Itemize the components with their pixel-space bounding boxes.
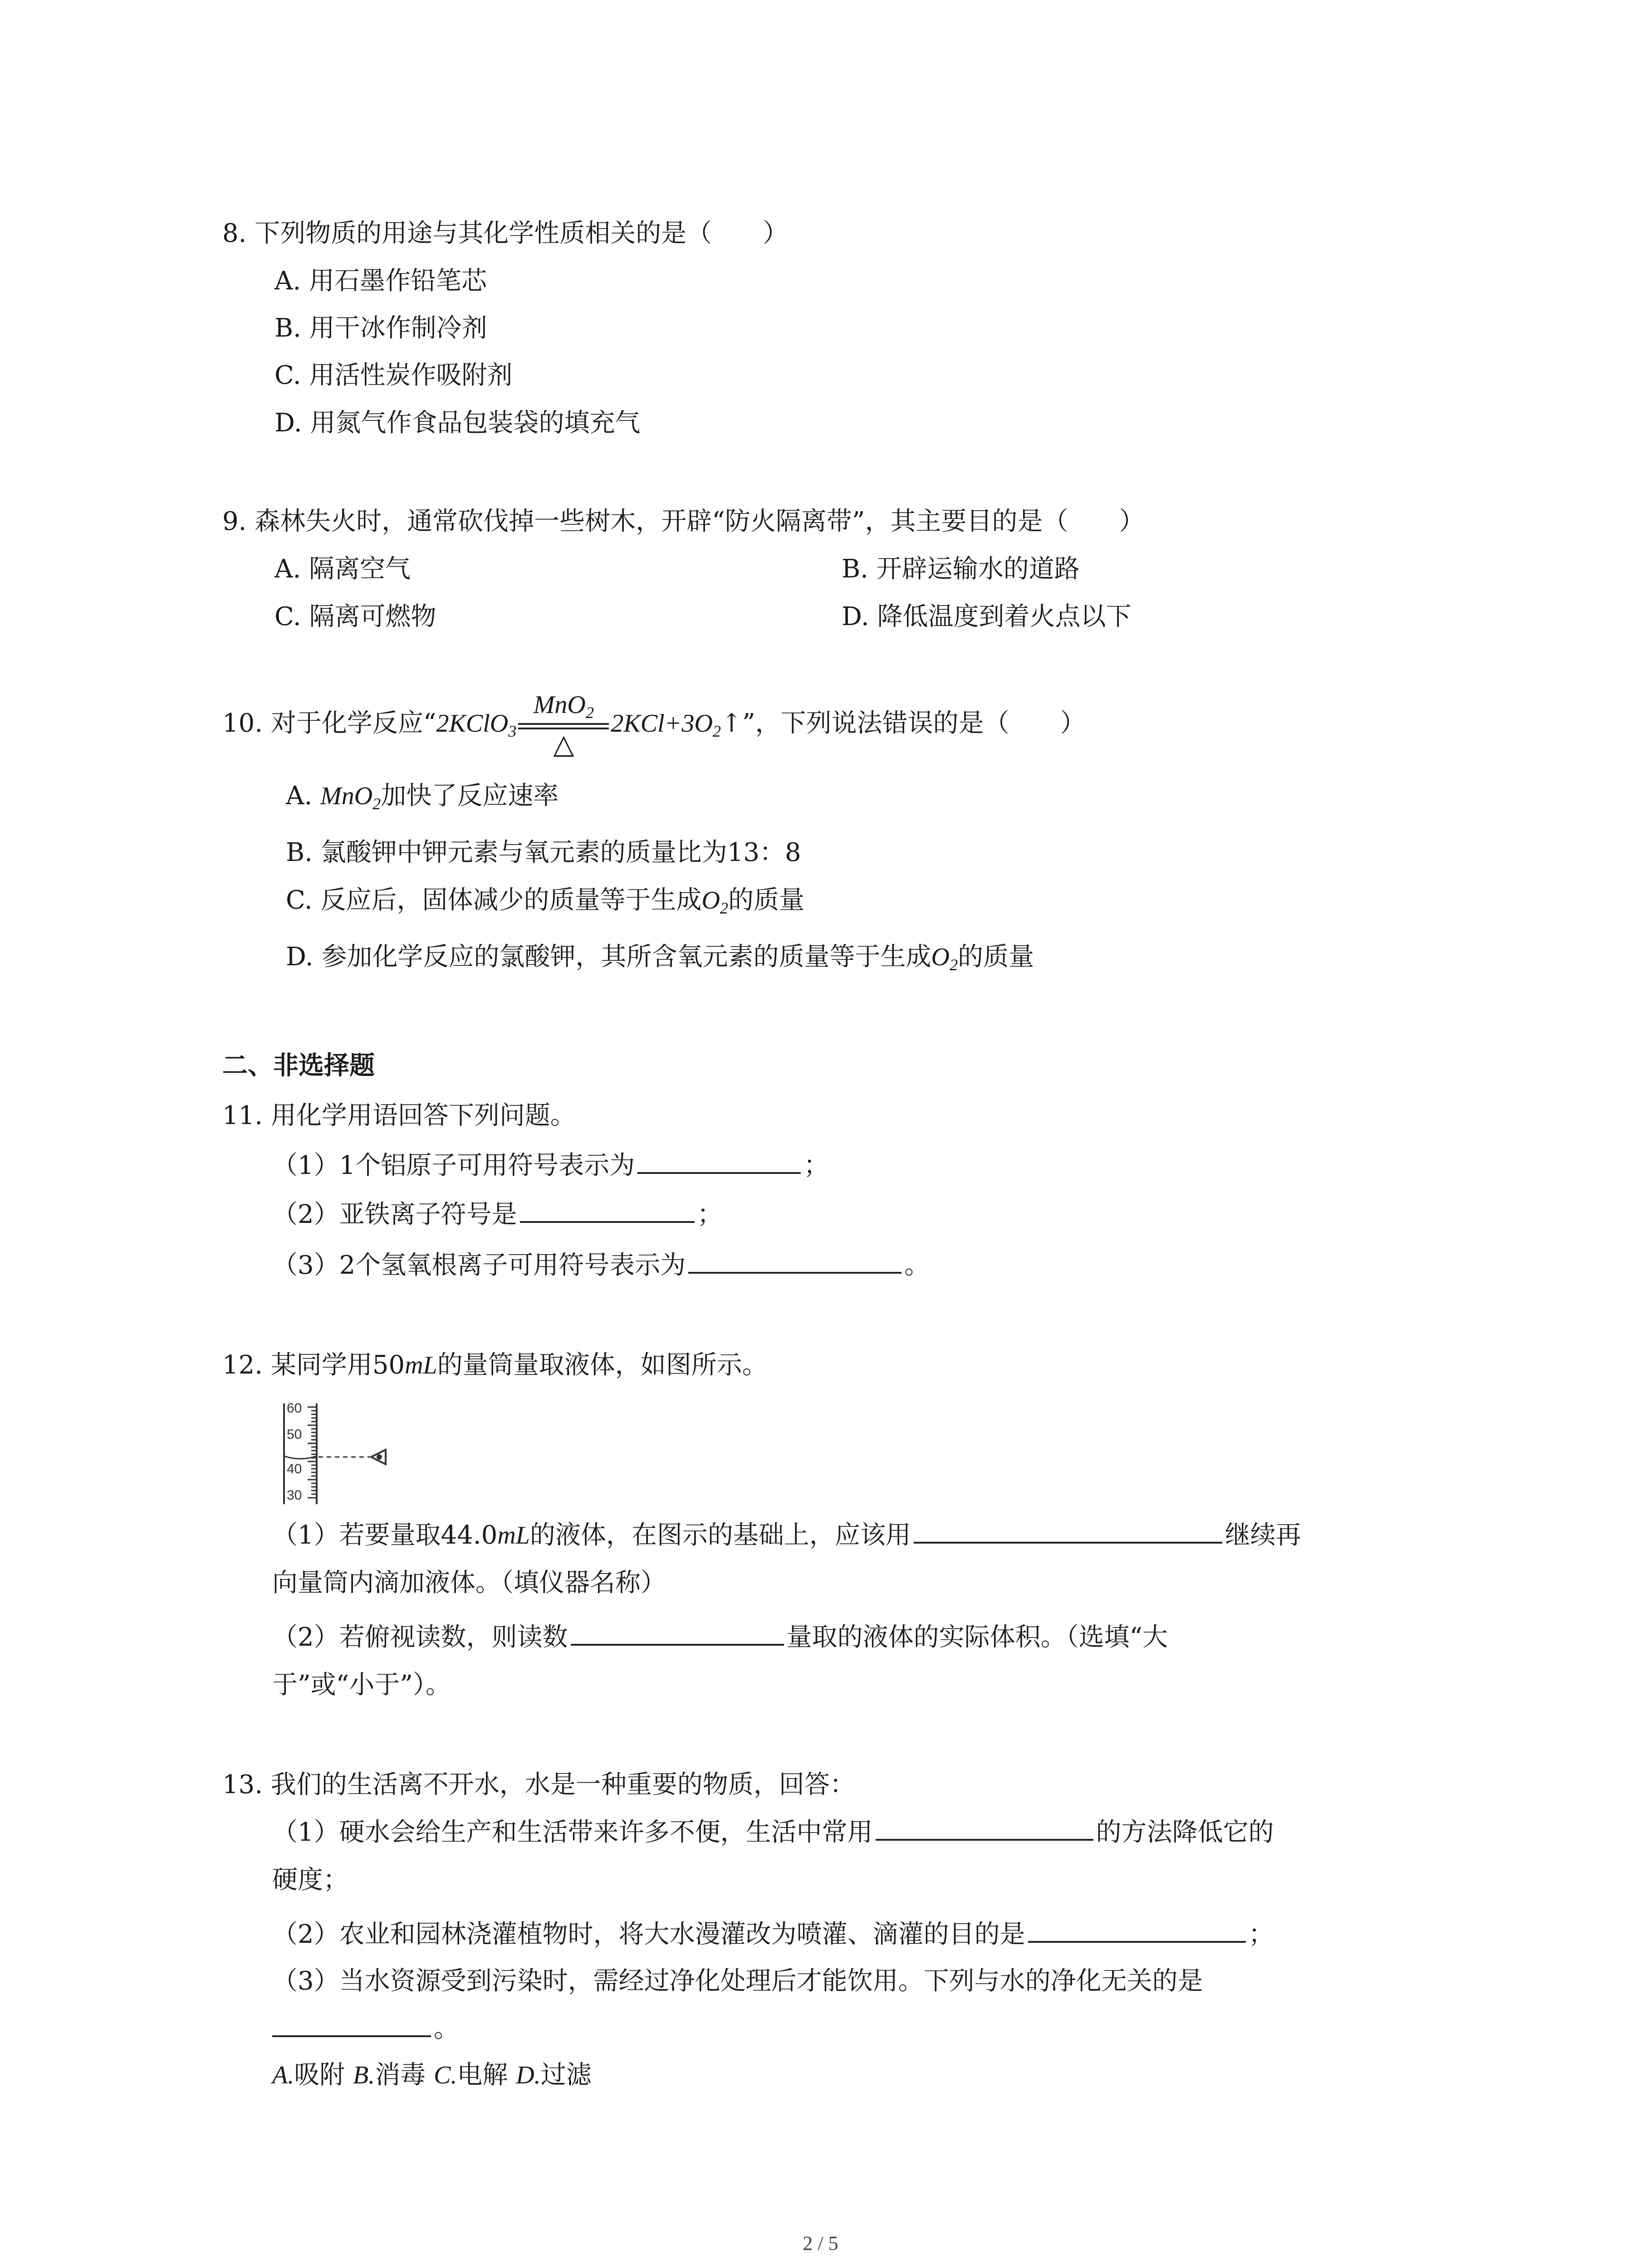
q9-option-b: B. 开辟运输水的道路 xyxy=(842,554,1080,584)
q10-reactant: 2KClO$_3$ xyxy=(436,709,517,740)
q9-option-a: A. 隔离空气 xyxy=(274,554,411,584)
q13-part1: （1）硬水会给生产和生活带来许多不便，生活中常用 的方法降低它的 xyxy=(272,1814,1274,1851)
q11-answer-blank-1[interactable] xyxy=(637,1149,801,1174)
q12-part1: （1）若要量取44.0mL的液体，在图示的基础上，应该用 继续再 xyxy=(272,1517,1301,1554)
q10-prefix: 10. 对于化学反应“ xyxy=(222,709,436,738)
q11-part2: （2）亚铁离子符号是 ； xyxy=(272,1197,723,1233)
q10-option-d: D. 参加化学反应的氯酸钾，其所含氧元素的质量等于生成$O_2$的质量 xyxy=(286,942,1034,974)
q8-option-d: D. 用氮气作食品包装袋的填充气 xyxy=(274,408,641,438)
scale-label: 60 xyxy=(287,1402,302,1416)
q12-part2-line2: 于”或“小于”）。 xyxy=(272,1670,451,1700)
q12-part1-line2: 向量筒内滴加液体。（填仪器名称） xyxy=(272,1568,666,1598)
q13-part3: （3）当水资源受到污染时，需经过净化处理后才能饮用。下列与水的净化无关的是 xyxy=(272,1966,1203,1996)
q8-option-a: A. 用石墨作铅笔芯 xyxy=(274,266,487,296)
q12-answer-blank-1[interactable] xyxy=(914,1518,1222,1544)
q13-stem: 13. 我们的生活离不开水，水是一种重要的物质，回答： xyxy=(222,1770,855,1799)
q11-part3: （3）2个氢氧根离子可用符号表示为 。 xyxy=(272,1247,930,1284)
q8-option-c: C. 用活性炭作吸附剂 xyxy=(274,361,513,390)
q11-answer-blank-3[interactable] xyxy=(688,1248,901,1274)
q13-part1-line2: 硬度； xyxy=(272,1865,348,1895)
q11-part1: （1）1个铝原子可用符号表示为 ； xyxy=(272,1148,829,1184)
q8-option-b: B. 用干冰作制冷剂 xyxy=(274,313,487,343)
q12-part2: （2）若俯视读数，则读数 量取的液体的实际体积。（选填“大 xyxy=(272,1619,1168,1656)
q13-answer-blank-1[interactable] xyxy=(876,1815,1093,1841)
section-title: 二、非选择题 xyxy=(222,1051,375,1080)
q12-stem: 12. 某同学用50mL的量筒量取液体，如图所示。 xyxy=(222,1350,768,1380)
q11-stem: 11. 用化学用语回答下列问题。 xyxy=(222,1101,576,1130)
q10-products: $2KCl+3O_2$ xyxy=(611,709,721,740)
q10-stem xyxy=(222,689,1086,765)
q13-answer-blank-3[interactable] xyxy=(272,2012,431,2037)
q10-option-b: B. 氯酸钾中钾元素与氧元素的质量比为13：8 xyxy=(286,838,801,867)
q8-stem: 8. 下列物质的用途与其化学性质相关的是（ ） xyxy=(222,219,789,248)
q11-answer-blank-2[interactable] xyxy=(520,1198,695,1223)
heat-triangle-icon: △ xyxy=(553,728,574,760)
graduated-cylinder-figure xyxy=(281,1402,399,1506)
page-number: 2 / 5 xyxy=(803,2232,838,2254)
q9-option-d: D. 降低温度到着火点以下 xyxy=(842,602,1132,631)
gas-arrow-icon: ↑ xyxy=(721,709,743,738)
q9-option-c: C. 隔离可燃物 xyxy=(274,602,436,631)
q10-reaction-condition: MnO$_2$ △ xyxy=(518,691,609,759)
scale-label: 50 xyxy=(287,1427,302,1442)
q13-answer-blank-2[interactable] xyxy=(1028,1917,1246,1943)
scale-label: 40 xyxy=(287,1461,302,1476)
q13-options: A.吸附 B.消毒 C.电解 D.过滤 xyxy=(272,2060,592,2090)
q12-answer-blank-2[interactable] xyxy=(571,1620,784,1646)
q10-option-a: A. MnO$_2$加快了反应速率 xyxy=(286,781,559,813)
q13-part3-line2: 。 xyxy=(272,2011,459,2047)
q9-stem: 9. 森林失火时，通常砍伐掉一些树木，开辟“防火隔离带”，其主要目的是（ ） xyxy=(222,507,1145,536)
q13-part2: （2）农业和园林浇灌植物时，将大水漫灌改为喷灌、滴灌的目的是 ； xyxy=(272,1916,1274,1953)
eye-icon xyxy=(371,1450,386,1464)
scale-label: 30 xyxy=(287,1488,302,1503)
q10-suffix: ”，下列说法错误的是（ ） xyxy=(742,709,1086,738)
q10-option-c: C. 反应后，固体减少的质量等于生成$O_2$的质量 xyxy=(286,885,805,917)
